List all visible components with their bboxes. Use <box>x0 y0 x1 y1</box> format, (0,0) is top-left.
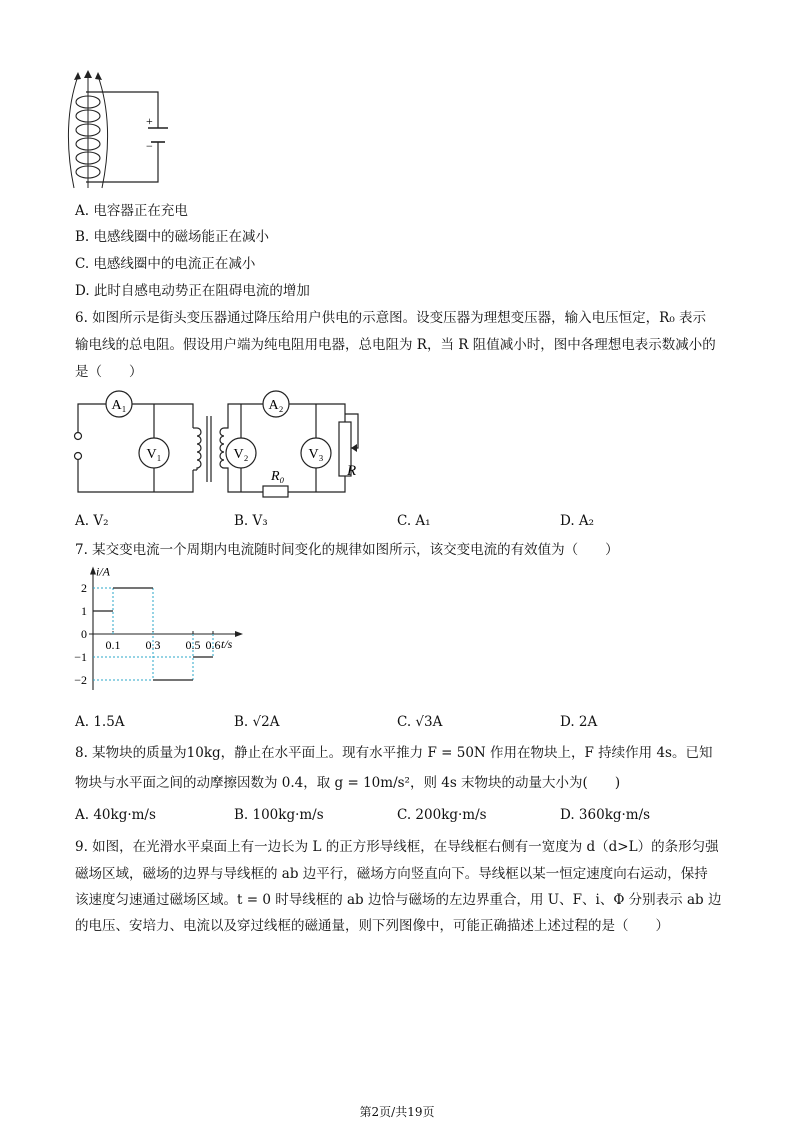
q6-option-c[interactable]: C. A₁ <box>397 513 431 529</box>
voltmeter-v2 <box>226 438 256 468</box>
ammeter-a1-label: A₁ <box>111 398 127 413</box>
x-tick-label: 0.3 <box>145 638 161 652</box>
q6-text-line1: 6. 如图所示是街头变压器通过降压给用户供电的示意图。设变压器为理想变压器，输入电压恒定，R₀ 表示 <box>75 310 707 326</box>
magnetic-field-lines <box>68 74 107 188</box>
q5-option-b[interactable]: B. 电感线圈中的磁场能正在减小 <box>75 229 270 245</box>
voltmeter-v3-label: V₃ <box>308 447 324 462</box>
q8-option-a[interactable]: A. 40kg·m/s <box>75 807 156 823</box>
q6-option-a[interactable]: A. V₂ <box>75 513 109 529</box>
q8-text-line1: 8. 某物块的质量为10kg，静止在水平面上。现有水平推力 F = 50N 作用在物块上，F 持续作用 4s。已知 <box>75 745 713 761</box>
y-tick-label: −2 <box>74 673 87 687</box>
q6-option-d[interactable]: D. A₂ <box>560 513 595 529</box>
q7-option-a[interactable]: A. 1.5A <box>75 714 125 730</box>
q8-option-b[interactable]: B. 100kg·m/s <box>234 807 324 823</box>
q6-option-b[interactable]: B. V₃ <box>234 513 268 529</box>
q8-text-line2: 物块与水平面之间的动摩擦因数为 0.4，取 g = 10m/s²，则 4s 末物块的动量大小为( ) <box>75 775 621 791</box>
q9-text-line2: 磁场区域，磁场的边界与导线框的 ab 边平行，磁场方向竖直向下。导线框以某一恒定速度向右运动，保持 <box>75 866 708 882</box>
q5-option-d[interactable]: D. 此时自感电动势正在阻碍电流的增加 <box>75 283 310 299</box>
ammeter-a2 <box>263 391 289 417</box>
voltmeter-v2-label: V₂ <box>233 447 249 462</box>
ammeter-a2-label: A₂ <box>268 398 284 413</box>
q7-option-b[interactable]: B. √2A <box>234 714 280 730</box>
resistor-r0-label: R₀ <box>271 469 285 484</box>
q9-text-line3: 该速度匀速通过磁场区域。t = 0 时导线框的 ab 边恰与磁场的左边界重合，用 U、F、i、Φ 分别表示 ab 边 <box>75 892 722 908</box>
rheostat-r-label: R <box>347 463 357 479</box>
y-tick-label: −1 <box>74 650 87 664</box>
input-terminal-top <box>75 433 82 440</box>
x-tick-label: 0.5 <box>185 638 201 652</box>
y-tick-label: 0 <box>81 627 87 641</box>
q7-current-time-chart <box>60 566 260 698</box>
q5-option-c[interactable]: C. 电感线圈中的电流正在减小 <box>75 256 256 272</box>
ammeter-a1 <box>106 391 132 417</box>
inductor-capacitor-figure <box>62 70 172 190</box>
x-axis-arrow-icon <box>235 631 243 637</box>
q8-option-d[interactable]: D. 360kg·m/s <box>560 807 651 823</box>
q6-text-line3: 是（ ） <box>75 364 143 380</box>
capacitor-minus-sign: − <box>146 139 153 153</box>
transformer-circuit-figure <box>70 390 370 502</box>
q8-option-c[interactable]: C. 200kg·m/s <box>397 807 487 823</box>
x-tick-label: 0.6 <box>205 638 221 652</box>
voltmeter-v1-label: V₁ <box>146 447 162 462</box>
q9-text-line1: 9. 如图，在光滑水平桌面上有一边长为 L 的正方形导线框，在导线框右侧有一宽度为 d（d>L）的条形匀强 <box>75 839 719 855</box>
y-tick-label: 2 <box>81 581 87 595</box>
voltmeter-v3 <box>301 438 331 468</box>
voltmeter-v1 <box>139 438 169 468</box>
q7-option-d[interactable]: D. 2A <box>560 714 598 730</box>
q5-option-a[interactable]: A. 电容器正在充电 <box>75 203 188 219</box>
capacitor-plus-sign: + <box>146 114 153 128</box>
page-number: 第2页/共19页 <box>359 1105 435 1119</box>
x-tick-label: 0.1 <box>105 638 121 652</box>
input-terminal-bottom <box>75 453 82 460</box>
x-axis-label: t/s <box>221 637 233 651</box>
resistor-r0 <box>263 486 288 497</box>
q9-text-line4: 的电压、安培力、电流以及穿过线框的磁通量，则下列图像中，可能正确描述上述过程的是（ ） <box>75 918 669 934</box>
q7-text-line1: 7. 某交变电流一个周期内电流随时间变化的规律如图所示，该交变电流的有效值为（ ） <box>75 542 619 558</box>
y-axis-label: i/A <box>96 566 110 579</box>
slider-arrow-icon <box>351 444 357 452</box>
q7-option-c[interactable]: C. √3A <box>397 714 443 730</box>
q6-text-line2: 输电线的总电阻。假设用户端为纯电阻用电器，总电阻为 R，当 R 阻值减小时，图中各理想电表示数减小的 <box>75 337 716 353</box>
y-tick-label: 1 <box>81 604 87 618</box>
